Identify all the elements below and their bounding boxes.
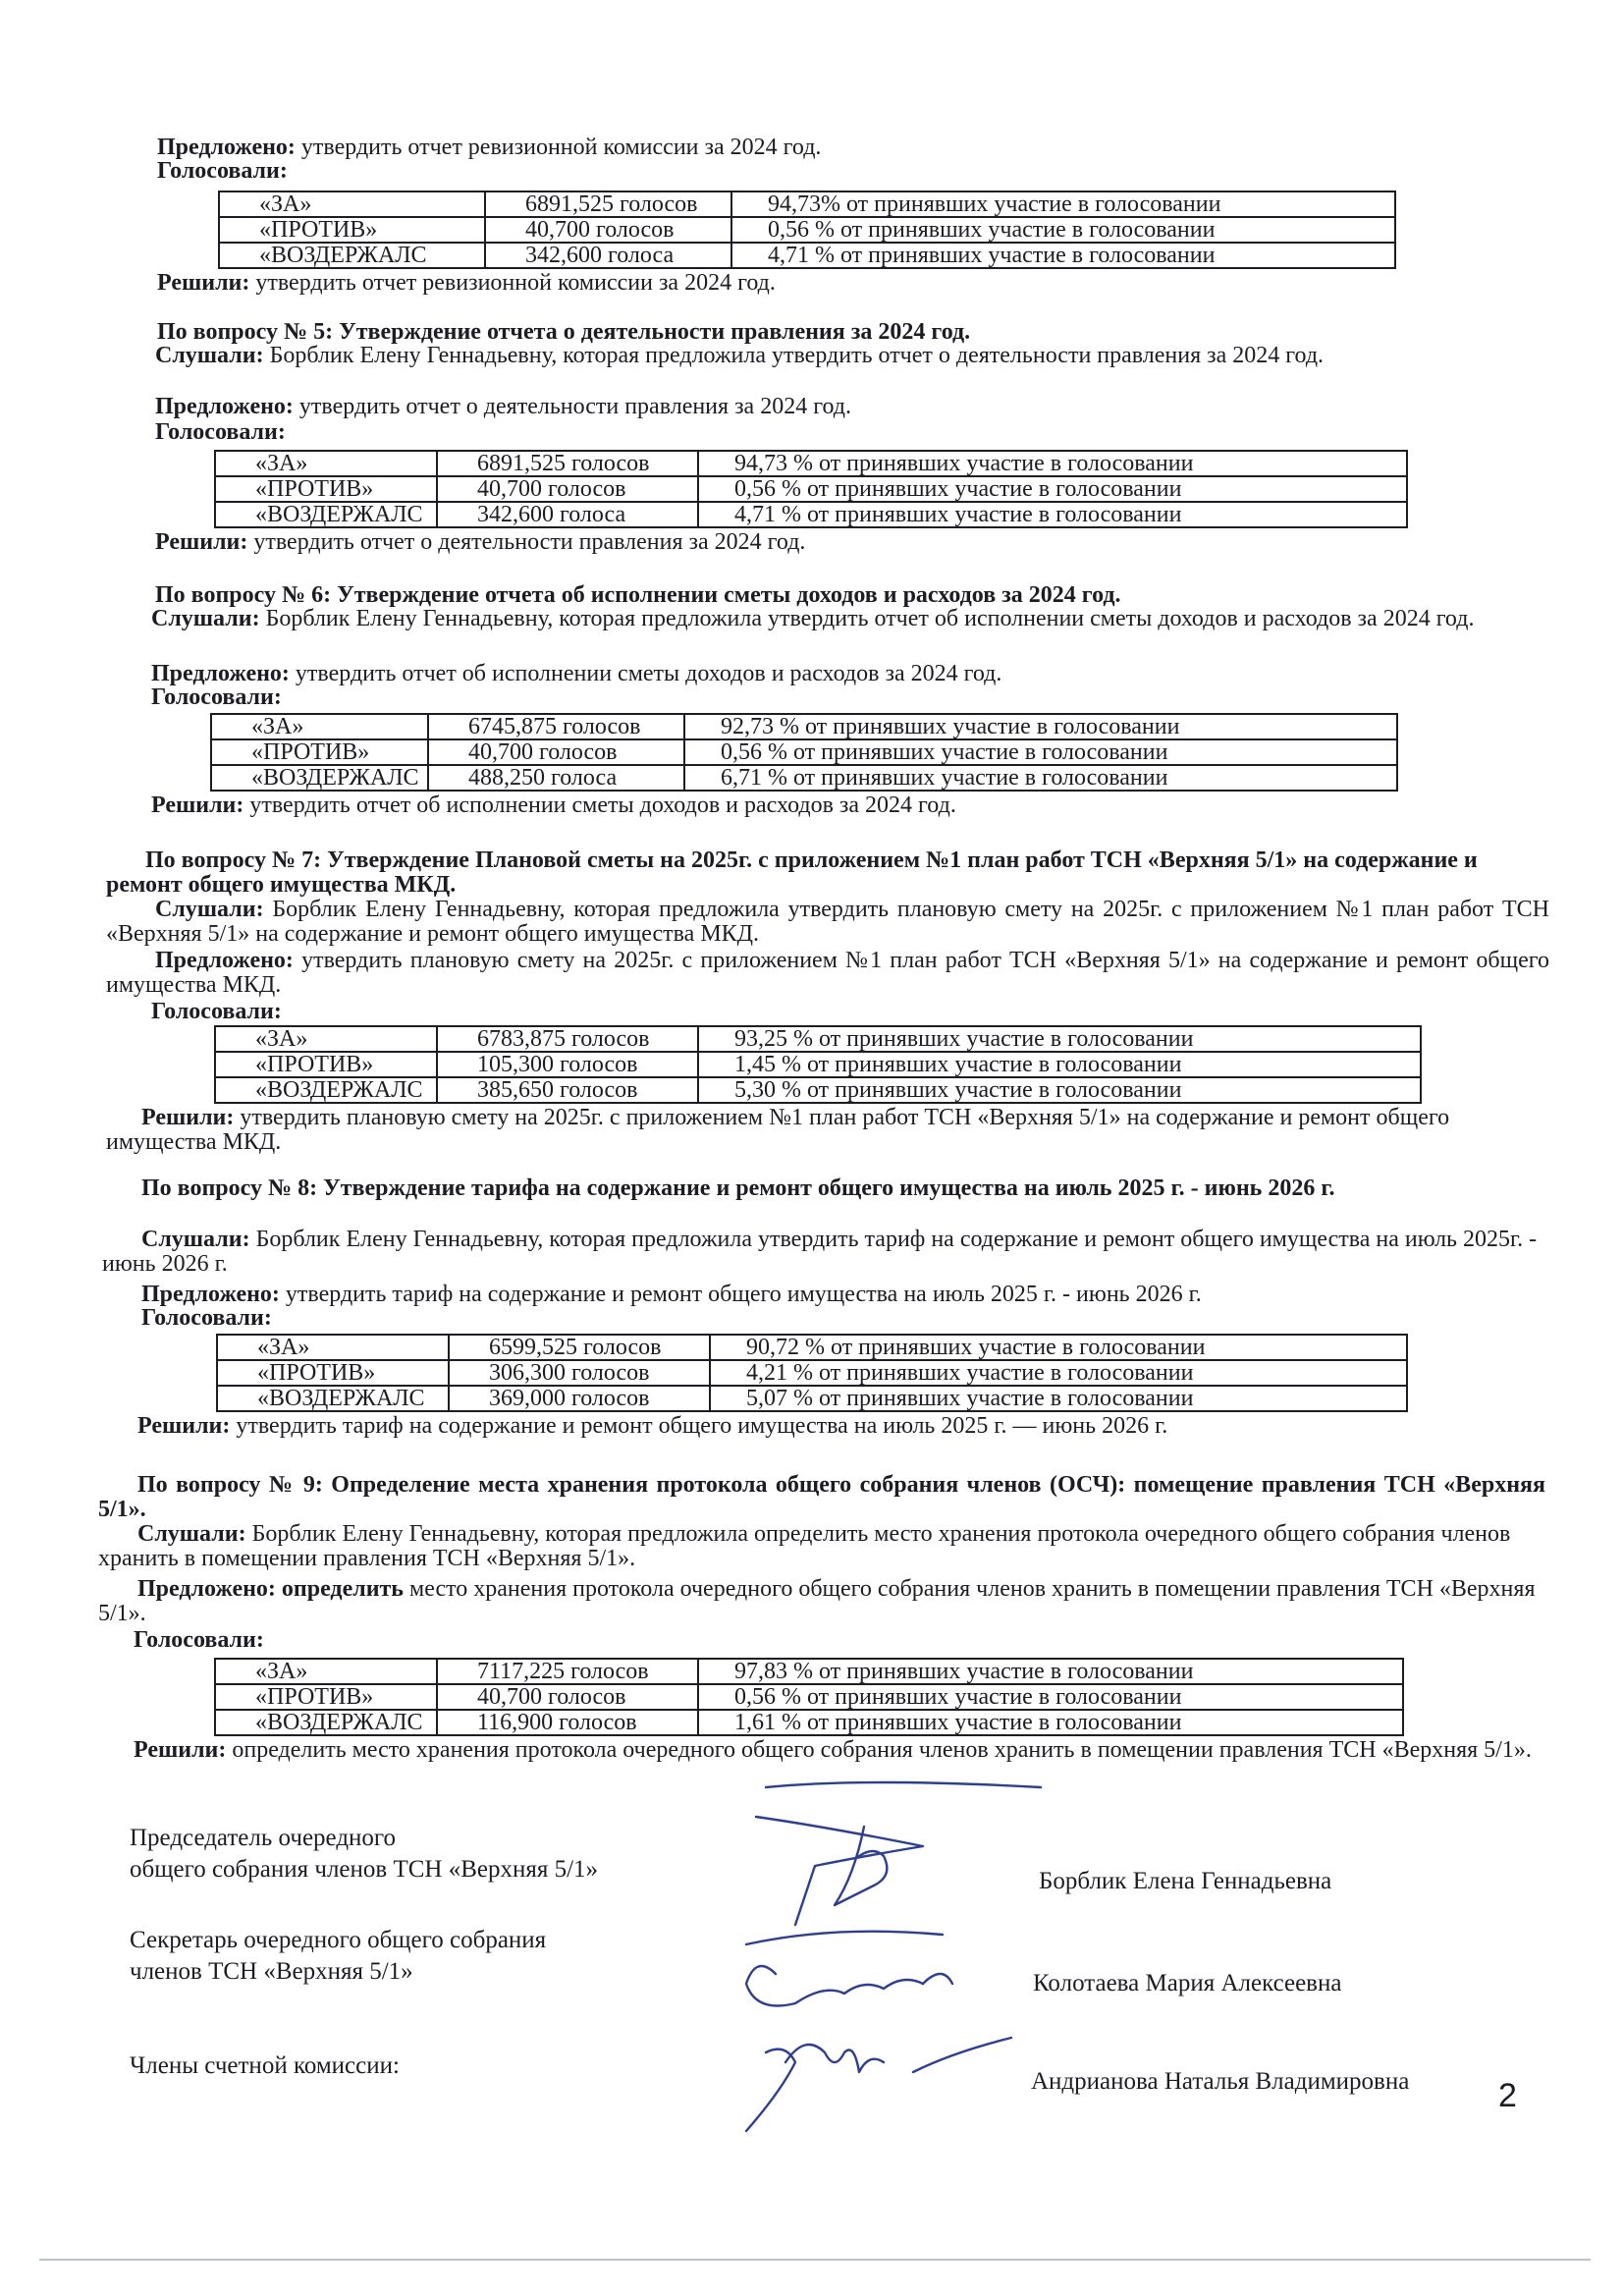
- intro-decided: [157, 271, 1551, 296]
- vote-percent: 97,83 % от принявших участие в голосовании: [698, 1659, 1403, 1684]
- q5-proposed: [155, 395, 1549, 419]
- vote-count: 342,600 голоса: [437, 502, 698, 527]
- vote-count: 306,300 голосов: [449, 1360, 710, 1386]
- vote-percent: 5,07 % от принявших участие в голосовании: [710, 1386, 1407, 1411]
- signature-stroke: [913, 2038, 1011, 2072]
- listened-label: Слушали:: [151, 606, 260, 631]
- q6-heading: По вопросу № 6: Утверждение отчета об исполнении сметы доходов и расходов за 2024 год.: [155, 582, 1121, 608]
- vote-option: «ЗА»: [219, 191, 485, 217]
- table-row: [215, 1026, 1421, 1052]
- q7-voted-label: [151, 1000, 282, 1024]
- table-row: [219, 191, 1395, 217]
- vote-percent: 6,71 % от принявших участие в голосовании: [684, 765, 1397, 791]
- vote-option: «ВОЗДЕРЖАЛС: [215, 1710, 437, 1735]
- commission-name: Андрианова Наталья Владимировна: [1031, 2068, 1410, 2095]
- signature-stroke: [746, 1932, 943, 1944]
- listened-text: Борблик Елену Геннадьевну, которая предложила утвердить плановую смету на 2025г. с приложением №1 план работ ТСН «Верхняя 5/1» на содержание и ремонт общего имущества МКД.: [106, 897, 1549, 947]
- vote-option: «ВОЗДЕРЖАЛС: [217, 1386, 449, 1411]
- vote-percent: 1,45 % от принявших участие в голосовании: [698, 1052, 1421, 1077]
- vote-count: 6891,525 голосов: [437, 451, 698, 476]
- q6-vote-table: [210, 713, 1398, 792]
- secretary-role-line: членов ТСН «Верхняя 5/1»: [130, 1958, 413, 1985]
- q5-vote-table: [214, 450, 1408, 528]
- q5-voted-label: [155, 420, 286, 445]
- decided-label: Решили:: [151, 793, 244, 818]
- table-row: [211, 739, 1397, 765]
- chair-role-line: общего собрания членов ТСН «Верхняя 5/1»: [130, 1856, 599, 1883]
- vote-option: «ВОЗДЕРЖАЛС: [211, 765, 428, 791]
- decided-label: Решили:: [141, 1105, 235, 1130]
- q6-listened: [112, 607, 1551, 631]
- page-number: 2: [1498, 2077, 1517, 2114]
- proposed-label: Предложено: определить: [137, 1576, 404, 1602]
- voted-label: Голосовали:: [155, 419, 286, 445]
- table-row: [219, 243, 1395, 268]
- vote-option: «ВОЗДЕРЖАЛС: [215, 502, 437, 527]
- secretary-role-line: Секретарь очередного общего собрания: [130, 1927, 547, 1953]
- q7-proposed: [106, 949, 1549, 998]
- voted-label: Голосовали:: [134, 1627, 264, 1653]
- voted-label: Голосовали:: [157, 158, 288, 184]
- vote-percent: 93,25 % от принявших участие в голосовании: [698, 1026, 1421, 1052]
- q8-voted-label: [141, 1306, 272, 1331]
- table-row: [215, 476, 1407, 502]
- vote-option: «ЗА»: [215, 1026, 437, 1052]
- vote-count: 369,000 голосов: [449, 1386, 710, 1411]
- vote-option: «ЗА»: [215, 1659, 437, 1684]
- vote-count: 116,900 голосов: [437, 1710, 698, 1735]
- q6-voted-label: [151, 685, 282, 710]
- q5-listened: [116, 344, 1551, 368]
- decided-label: Решили:: [134, 1737, 227, 1763]
- table-row: [215, 1684, 1403, 1710]
- vote-percent: 0,56 % от принявших участие в голосовании: [684, 739, 1397, 765]
- q8-decided: [137, 1414, 1551, 1439]
- decided-text: утвердить отчет о деятельности правления за 2024 год.: [247, 529, 806, 555]
- signature-stroke: [923, 1974, 952, 1984]
- vote-percent: 94,73% от принявших участие в голосовании: [731, 191, 1395, 217]
- vote-percent: 0,56 % от принявших участие в голосовании: [731, 217, 1395, 243]
- vote-option: «ПРОТИВ»: [217, 1360, 449, 1386]
- vote-percent: 0,56 % от принявших участие в голосовании: [698, 1684, 1403, 1710]
- decided-text: утвердить плановую смету на 2025г. с приложением №1 план работ ТСН «Верхняя 5/1» на содержание и ремонт общего имущества МКД.: [106, 1105, 1450, 1155]
- table-row: [215, 1077, 1421, 1103]
- vote-count: 7117,225 голосов: [437, 1659, 698, 1684]
- vote-option: «ПРОТИВ»: [219, 217, 485, 243]
- q7-decided: [106, 1106, 1549, 1155]
- proposed-label: Предложено:: [155, 948, 294, 973]
- q8-heading: По вопросу № 8: Утверждение тарифа на содержание и ремонт общего имущества на июль 2025 г. - июнь 2026 г.: [141, 1175, 1335, 1201]
- vote-percent: 94,73 % от принявших участие в голосовании: [698, 451, 1407, 476]
- q8-listened: [102, 1228, 1545, 1277]
- signature-stroke: [785, 2045, 884, 2072]
- vote-count: 385,650 голосов: [437, 1077, 698, 1103]
- table-row: [217, 1335, 1407, 1360]
- vote-count: 105,300 голосов: [437, 1052, 698, 1077]
- decided-label: Решили:: [137, 1413, 231, 1439]
- decided-text: определить место хранения протокола очередного общего собрания членов хранить в помещении правления ТСН «Верхняя 5/1».: [226, 1737, 1532, 1763]
- secretary-role: [130, 1925, 546, 1988]
- proposed-text: место хранения протокола очередного общего собрания членов хранить в помещении правления ТСН «Верхняя 5/1».: [98, 1576, 1536, 1626]
- vote-percent: 0,56 % от принявших участие в голосовании: [698, 476, 1407, 502]
- intro-voted-label: [157, 159, 288, 184]
- listened-label: Слушали:: [141, 1227, 250, 1252]
- vote-percent: 1,61 % от принявших участие в голосовании: [698, 1710, 1403, 1735]
- listened-label: Слушали:: [137, 1521, 246, 1547]
- signature-stroke: [756, 1817, 923, 1925]
- decided-text: утвердить тариф на содержание и ремонт общего имущества на июль 2025 г. — июнь 2026 г.: [230, 1413, 1168, 1439]
- signature-stroke: [746, 1966, 923, 2006]
- handwritten-signatures: [687, 1758, 1060, 2141]
- q9-listened: [98, 1522, 1545, 1571]
- q9-voted-label: [134, 1628, 264, 1653]
- q8-vote-table: [216, 1334, 1408, 1412]
- chair-name: Борблик Елена Геннадьевна: [1039, 1868, 1332, 1894]
- vote-count: 6745,875 голосов: [428, 714, 684, 739]
- vote-option: «ЗА»: [211, 714, 428, 739]
- table-row: [217, 1360, 1407, 1386]
- signature-stroke: [746, 2050, 795, 2131]
- vote-option: «ПРОТИВ»: [215, 1052, 437, 1077]
- vote-option: «ЗА»: [217, 1335, 449, 1360]
- commission-role: Члены счетной комиссии:: [130, 2052, 400, 2079]
- decided-text: утвердить отчет об исполнении сметы доходов и расходов за 2024 год.: [243, 793, 956, 818]
- vote-count: 40,700 голосов: [428, 739, 684, 765]
- voted-label: Голосовали:: [151, 999, 282, 1024]
- proposed-text: утвердить отчет об исполнении сметы доходов и расходов за 2024 год.: [289, 661, 1002, 686]
- q6-proposed: [151, 662, 1545, 686]
- q7-heading: По вопросу № 7: Утверждение Плановой сметы на 2025г. с приложением №1 план работ ТСН «Верхняя 5/1» на содержание и ремонт общего имущества МКД.: [106, 847, 1478, 898]
- q7-vote-table: [214, 1025, 1422, 1104]
- proposed-text: утвердить отчет ревизионной комиссии за 2024 год.: [295, 135, 822, 160]
- table-row: [217, 1386, 1407, 1411]
- chair-role: [130, 1823, 598, 1886]
- proposed-label: Предложено:: [141, 1282, 280, 1307]
- vote-count: 40,700 голосов: [485, 217, 731, 243]
- listened-label: Слушали:: [155, 897, 264, 922]
- proposed-text: утвердить тариф на содержание и ремонт общего имущества на июль 2025 г. - июнь 2026 г.: [279, 1282, 1202, 1307]
- listened-label: Слушали:: [155, 343, 264, 368]
- vote-count: 40,700 голосов: [437, 476, 698, 502]
- vote-option: «ВОЗДЕРЖАЛС: [219, 243, 485, 268]
- table-row: [215, 502, 1407, 527]
- table-row: [215, 1710, 1403, 1735]
- vote-count: 6783,875 голосов: [437, 1026, 698, 1052]
- proposed-label: Предложено:: [155, 394, 294, 419]
- proposed-label: Предложено:: [157, 135, 296, 160]
- vote-count: 40,700 голосов: [437, 1684, 698, 1710]
- table-row: [211, 714, 1397, 739]
- table-row: [215, 451, 1407, 476]
- q9-vote-table: [214, 1658, 1404, 1736]
- vote-option: «ПРОТИВ»: [215, 476, 437, 502]
- listened-text: Борблик Елену Геннадьевну, которая предложила утвердить отчет о деятельности правления за 2024 год.: [263, 343, 1325, 368]
- scan-edge-line: [39, 2259, 1591, 2261]
- proposed-text: утвердить отчет о деятельности правления за 2024 год.: [293, 394, 851, 419]
- vote-option: «ЗА»: [215, 451, 437, 476]
- q5-decided: [155, 530, 1549, 555]
- voted-label: Голосовали:: [151, 684, 282, 710]
- q7-listened: [106, 898, 1549, 947]
- vote-count: 6599,525 голосов: [449, 1335, 710, 1360]
- vote-percent: 4,71 % от принявших участие в голосовании: [698, 502, 1407, 527]
- decided-label: Решили:: [157, 270, 250, 296]
- table-row: [219, 217, 1395, 243]
- vote-percent: 5,30 % от принявших участие в голосовании: [698, 1077, 1421, 1103]
- q9-heading: По вопросу № 9: Определение места хранения протокола общего собрания членов (ОСЧ): помещение правления ТСН «Верхняя 5/1».: [98, 1472, 1545, 1522]
- vote-option: «ПРОТИВ»: [211, 739, 428, 765]
- q9-proposed: [98, 1577, 1545, 1626]
- vote-percent: 92,73 % от принявших участие в голосовании: [684, 714, 1397, 739]
- table-row: [215, 1659, 1403, 1684]
- signature-stroke: [766, 1782, 1041, 1787]
- q5-heading: По вопросу № 5: Утверждение отчета о деятельности правления за 2024 год.: [157, 319, 971, 345]
- listened-text: Борблик Елену Геннадьевну, которая предложила утвердить отчет об исполнении сметы доходов и расходов за 2024 год.: [259, 606, 1475, 631]
- vote-count: 488,250 голоса: [428, 765, 684, 791]
- vote-option: «ПРОТИВ»: [215, 1684, 437, 1710]
- voted-label: Голосовали:: [141, 1305, 272, 1331]
- table-row: [211, 765, 1397, 791]
- vote-percent: 4,21 % от принявших участие в голосовании: [710, 1360, 1407, 1386]
- vote-count: 342,600 голоса: [485, 243, 731, 268]
- intro-vote-table: [218, 191, 1396, 269]
- vote-percent: 90,72 % от принявших участие в голосовании: [710, 1335, 1407, 1360]
- table-row: [215, 1052, 1421, 1077]
- listened-text: Борблик Елену Геннадьевну, которая предложила утвердить тариф на содержание и ремонт общего имущества на июль 2025г. - июнь 2026 г.: [102, 1227, 1538, 1277]
- chair-role-line: Председатель очередного: [130, 1825, 397, 1851]
- vote-percent: 4,71 % от принявших участие в голосовании: [731, 243, 1395, 268]
- intro-proposed: [157, 136, 1551, 160]
- vote-count: 6891,525 голосов: [485, 191, 731, 217]
- decided-label: Решили:: [155, 529, 248, 555]
- vote-option: «ВОЗДЕРЖАЛС: [215, 1077, 437, 1103]
- q8-proposed: [141, 1283, 1555, 1307]
- listened-text: Борблик Елену Геннадьевну, которая предложила определить место хранения протокола очередного общего собрания членов хранить в помещении правления ТСН «Верхняя 5/1».: [98, 1521, 1511, 1571]
- q6-decided: [151, 793, 1545, 818]
- secretary-name: Колотаева Мария Алексеевна: [1033, 1970, 1342, 1996]
- proposed-label: Предложено:: [151, 661, 290, 686]
- decided-text: утвердить отчет ревизионной комиссии за 2024 год.: [249, 270, 776, 296]
- proposed-text: утвердить плановую смету на 2025г. с приложением №1 план работ ТСН «Верхняя 5/1» на содержание и ремонт общего имущества МКД.: [106, 948, 1549, 998]
